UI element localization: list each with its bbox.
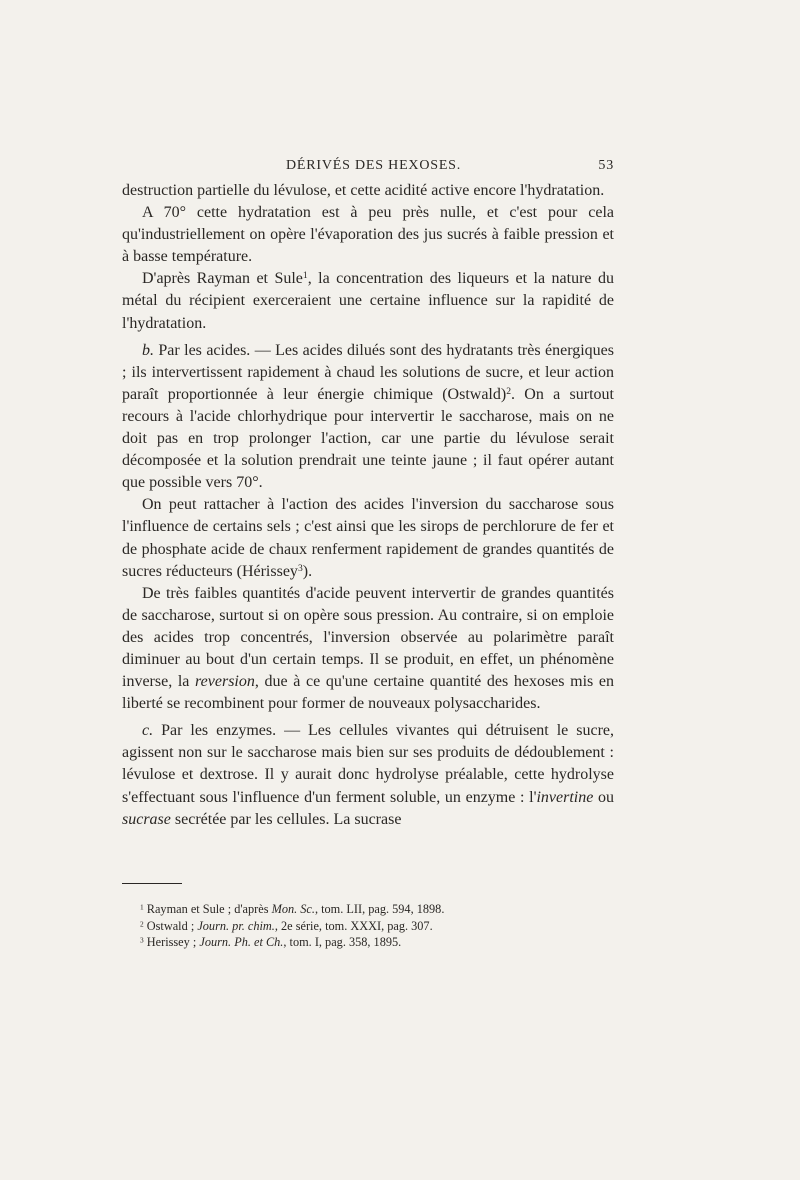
- footnote-3: $^3$ Herissey ; Journ. Ph. et Ch., tom. I, pag. 358, 1895.: [140, 935, 402, 949]
- paragraph-70-degrees: A 70° cette hydratation est à peu près nulle, et c'est pour cela qu'industriellement on opère l'évaporation des jus sucrés à faible pression et à basse température.: [122, 204, 614, 266]
- term-reversion: reversion: [195, 673, 255, 691]
- term-sucrase: sucrase: [122, 810, 171, 828]
- running-title: DÉRIVÉS DES HEXOSES.: [286, 158, 462, 173]
- footnotes: [140, 901, 600, 951]
- section-marker-b: b.: [142, 341, 154, 359]
- footnote-divider: [122, 883, 182, 884]
- section-marker-c: c.: [142, 722, 154, 740]
- term-invertine: invertine: [536, 788, 594, 806]
- section-b-acids: b. Par les acides. — Les acides dilués sont des hydratants très énergiques ; ils intervertissent rapidement à chaud les solutions de sucre, et leur action paraît proportionnée à leur énergie chimique (Ostwald)$^2$. On a surtout recours à l'acide chlorhydrique pour intervertir le saccharose, mais on ne doit pas en trop prolonger l'action, car une partie du lévulose serait décomposée et la solution prendrait une teinte jaune ; il faut opérer autant que possible vers 70°.: [122, 341, 614, 492]
- footnote-ref-1[interactable]: 1: [302, 270, 308, 282]
- paragraph-continuation: destruction partielle du lévulose, et cette acidité active encore l'hydratation.: [122, 182, 605, 199]
- footnote-ref-3[interactable]: 3: [297, 562, 303, 574]
- paragraph-salts: On peut rattacher à l'action des acides l'inversion du saccharose sous l'influence de certains sels ; c'est ainsi que les sirops de perchlorure de fer et de phosphate acide de chaux renferment rapidement de grandes quantités de sucres réducteurs (Hérissey$^3$).: [122, 496, 614, 580]
- paragraph-rayman-sule: D'après Rayman et Sule$^1$, la concentration des liqueurs et la nature du métal du récipient exerceraient une certaine influence sur la rapidité de l'hydratation.: [122, 270, 614, 332]
- footnote-2: $^2$ Ostwald ; Journ. pr. chim., 2e série, tom. XXXI, pag. 307.: [140, 918, 433, 933]
- footnote-ref-2[interactable]: 2: [506, 386, 512, 398]
- footnote-1: $^1$ Rayman et Sule ; d'après Mon. Sc., tom. LII, pag. 594, 1898.: [140, 902, 445, 916]
- body-text: [122, 180, 614, 831]
- page-number: 53: [598, 158, 614, 173]
- section-c-enzymes: c. Par les enzymes. — Les cellules vivantes qui détruisent le sucre, agissent non sur le saccharose mais bien sur ses produits de dédoublement : lévulose et dextrose. Il y aurait donc hydrolyse préalable, cette hydrolyse s'effectuant sous l'influence d'un ferment soluble, un enzyme : l'invertine ou sucrase secrétée par les cellules. La sucrase: [122, 722, 615, 828]
- paragraph-reversion: De très faibles quantités d'acide peuvent intervertir de grandes quantités de saccharose, surtout si on opère sous pression. Au contraire, si on emploie des acides trop concentrés, l'inversion observée au polarimètre paraît diminuer au bout d'un certain temps. Il se produit, en effet, un phénomène inverse, la reversion, due à ce qu'une certaine quantité des hexoses mis en liberté se recombinent pour former de nouveaux polysaccharides.: [122, 584, 614, 713]
